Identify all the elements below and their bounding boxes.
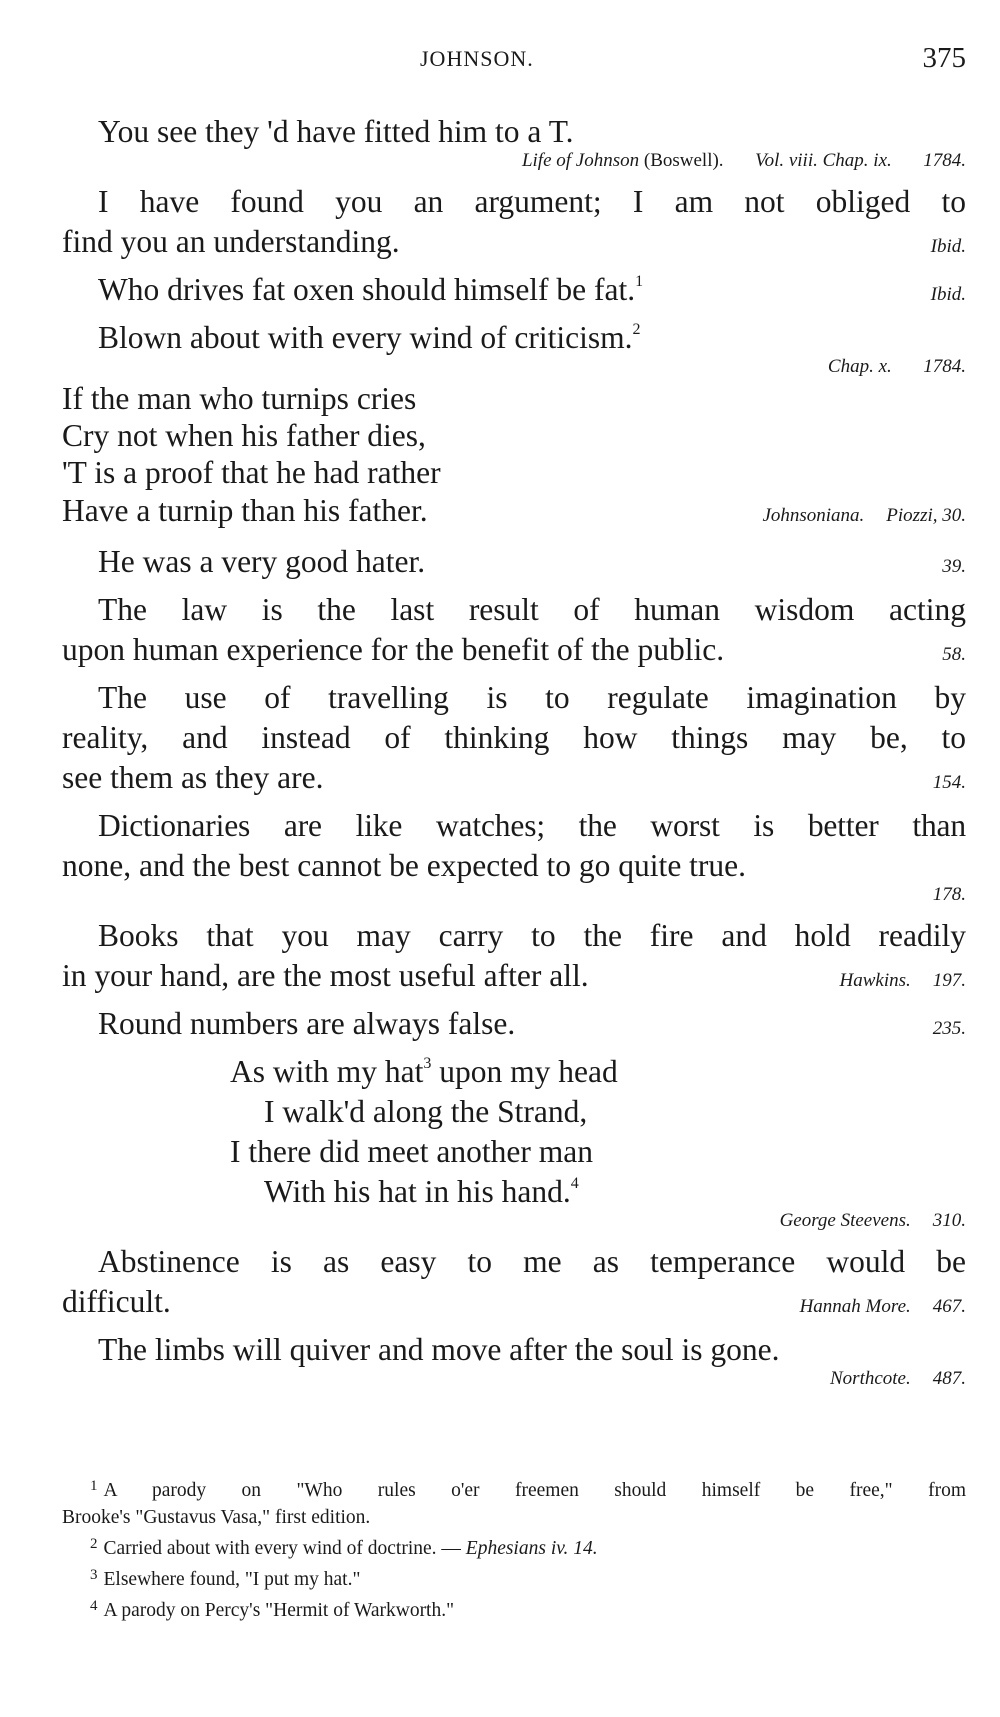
citation-year: 1784. <box>923 356 966 377</box>
quote <box>62 542 966 582</box>
quote-line: see them as they are. <box>62 760 324 795</box>
citation: 58. <box>942 644 966 665</box>
footnotes <box>62 1473 966 1624</box>
quote-line: Who drives fat oxen should himself be fat.$^1$ <box>98 272 644 307</box>
quote-line: Round numbers are always false. <box>98 1006 516 1041</box>
quote <box>62 182 966 262</box>
quote-line: He was a very good hater. <box>98 544 426 579</box>
citation: Hannah More. 467. <box>799 1296 966 1317</box>
page-header <box>0 42 1000 82</box>
quote <box>62 270 966 310</box>
citation-year: 1784. <box>923 150 966 171</box>
citation: 39. <box>942 556 966 577</box>
verse-quote <box>62 1052 966 1234</box>
citation: Hawkins. 197. <box>839 970 966 991</box>
quote <box>62 678 966 798</box>
page-number: 375 <box>922 42 966 74</box>
quote-line: Abstinence is as easy to me as temperance would be <box>98 1244 966 1279</box>
quote-line: upon human experience for the benefit of the public. <box>62 632 725 667</box>
quote-line: You see they 'd have fitted him to a T. <box>98 114 574 149</box>
citation: Johnsoniana. Piozzi, 30. <box>762 505 966 526</box>
verse-line: 'T is a proof that he had rather <box>62 455 441 490</box>
quote-line: difficult. <box>62 1284 171 1319</box>
verse-line: If the man who turnips cries <box>62 381 417 416</box>
running-head: JOHNSON. <box>420 46 534 71</box>
footnote-ref: 3 <box>423 1055 432 1072</box>
quote-line: I have found you an argument; I am not obliged to <box>98 184 966 219</box>
quote-line: Blown about with every wind of criticism.$^2$ <box>98 320 641 355</box>
quote-line: The law is the last result of human wisdom acting <box>98 592 966 627</box>
quote <box>62 1004 966 1044</box>
quote-line: The limbs will quiver and move after the soul is gone. <box>98 1332 780 1367</box>
footnote-ref: 1 <box>635 273 644 290</box>
quote-line: Books that you may carry to the fire and hold readily <box>98 918 966 953</box>
verse-quote <box>62 380 966 534</box>
quote-line: find you an understanding. <box>62 224 400 259</box>
verse-line: I walk'd along the Strand, <box>264 1094 588 1129</box>
quote-line: Dictionaries are like watches; the worst is better than <box>98 808 966 843</box>
footnote: $^3$ Elsewhere found, "I put my hat." <box>90 1567 361 1590</box>
citation: 235. <box>932 1018 966 1039</box>
verse-line: As with my hat$^3$ upon my head <box>230 1054 618 1089</box>
citation-work: Life of Johnson <box>521 150 640 171</box>
verse-line: Cry not when his father dies, <box>62 418 426 453</box>
quote <box>62 112 966 174</box>
quote <box>62 318 966 380</box>
footnote: $^2$ Carried about with every wind of doctrine. — Ephesians iv. 14. <box>90 1536 598 1559</box>
quote <box>62 1330 966 1392</box>
citation-chapter: Chap. x. <box>827 356 892 377</box>
citation: 178. <box>932 884 966 905</box>
verse-line: Have a turnip than his father. <box>62 493 428 528</box>
footnote: $^4$ A parody on Percy's "Hermit of Warkworth." <box>90 1598 455 1621</box>
quote <box>62 1242 966 1322</box>
footnote: $^1$ A parody on "Who rules o'er freemen should himself be free," from <box>90 1478 966 1501</box>
citation-volume: Vol. viii. Chap. ix. <box>755 150 892 171</box>
citation: Ibid. <box>930 284 966 305</box>
quote-line: none, and the best cannot be expected to go quite true. <box>62 848 747 883</box>
verse-line: With his hat in his hand.$^4$ <box>264 1174 579 1209</box>
quote-line: in your hand, are the most useful after all. <box>62 958 589 993</box>
citation: Ibid. <box>930 236 966 257</box>
quote <box>62 590 966 670</box>
citation: George Steevens. 310. <box>779 1210 966 1231</box>
quote-line: reality, and instead of thinking how things may be, to <box>62 720 966 755</box>
citation: 154. <box>932 772 966 793</box>
quote <box>62 806 966 908</box>
verse-line: I there did meet another man <box>230 1134 593 1169</box>
footnote-continuation: Brooke's "Gustavus Vasa," first edition. <box>62 1507 371 1528</box>
quote <box>62 916 966 996</box>
footnote-ref: 2 <box>632 321 641 338</box>
quote-line: The use of travelling is to regulate imagination by <box>98 680 966 715</box>
quotation-list <box>62 112 966 1392</box>
footnote-ref: 4 <box>570 1175 579 1192</box>
citation-author: (Boswell). <box>643 150 724 171</box>
citation: Northcote. 487. <box>830 1368 966 1389</box>
